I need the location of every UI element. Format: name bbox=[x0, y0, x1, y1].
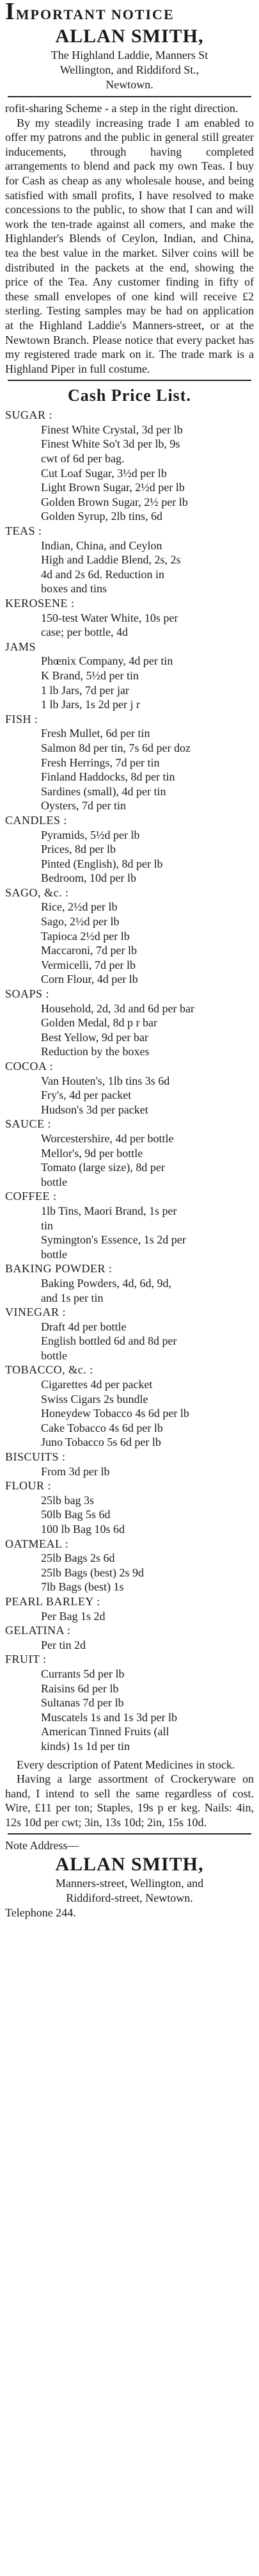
price-item: Swiss Cigars 2s bundle bbox=[41, 1392, 148, 1405]
price-item: Tomato (large size), 8d per bbox=[41, 1161, 165, 1174]
price-item: cwt of 6d per bag. bbox=[41, 452, 125, 466]
price-category: PEARL BARLEY : bbox=[5, 1594, 100, 1608]
footer-address-2: Riddiford-street, Newtown. bbox=[66, 1891, 193, 1905]
price-category: KEROSENE : bbox=[5, 597, 75, 610]
note-address: Note Address— bbox=[5, 1839, 79, 1852]
price-item: Sardines (small), 4d per tin bbox=[41, 784, 166, 798]
price-item: Muscatels 1s and 1s 3d per lb bbox=[41, 1710, 177, 1724]
price-item: Salmon 8d per tin, 7s 6d per doz bbox=[41, 741, 191, 754]
price-item: Finland Haddocks, 8d per tin bbox=[41, 770, 175, 784]
price-category: VINEGAR : bbox=[5, 1306, 66, 1319]
price-item: bottle bbox=[41, 1175, 67, 1188]
notice-heading bbox=[5, 0, 254, 25]
divider bbox=[8, 1833, 251, 1835]
price-category: FRUIT : bbox=[5, 1653, 47, 1666]
divider bbox=[8, 96, 251, 97]
price-item: 1 lb Jars, 1s 2d per j r bbox=[41, 698, 140, 711]
price-item: Raisins 6d per lb bbox=[41, 1681, 119, 1695]
notice-rest: MPORTANT NOTICE bbox=[15, 6, 175, 22]
patent-medicines-note: Every description of Patent Medicines in stock. bbox=[17, 1758, 235, 1771]
price-item: Cigarettes 4d per packet bbox=[41, 1378, 153, 1391]
price-item: bottle bbox=[41, 1349, 67, 1362]
price-item: Per Bag 1s 2d bbox=[41, 1609, 106, 1623]
price-item: Household, 2d, 3d and 6d per bar bbox=[41, 1001, 194, 1015]
price-item: American Tinned Fruits (all bbox=[41, 1725, 169, 1738]
price-item: Finest White So't 3d per lb, 9s bbox=[41, 437, 180, 451]
price-item: Pyramids, 5½d per lb bbox=[41, 828, 140, 841]
price-item: and 1s per tin bbox=[41, 1291, 104, 1304]
price-item: 1 lb Jars, 7d per jar bbox=[41, 683, 129, 697]
intro-paragraph: rofit-sharing Scheme - a step in the right direction. bbox=[5, 102, 239, 115]
price-item: Maccaroni, 7d per lb bbox=[41, 944, 137, 957]
notes bbox=[5, 1758, 254, 1830]
price-item: 150-test Water White, 10s per bbox=[41, 611, 178, 624]
price-category: GELATINA : bbox=[5, 1624, 71, 1637]
divider bbox=[8, 380, 251, 381]
price-item: Cut Loaf Sugar, 3½d per lb bbox=[41, 466, 167, 480]
price-item: Van Houten's, 1lb tins 3s 6d bbox=[41, 1074, 170, 1087]
price-item: Per tin 2d bbox=[41, 1638, 86, 1651]
price-item: Fry's, 4d per packet bbox=[41, 1089, 132, 1102]
price-item: Worcestershire, 4d per bottle bbox=[41, 1131, 174, 1145]
price-item: Tapioca 2½d per lb bbox=[41, 929, 130, 943]
price-item: Pinted (English), 8d per lb bbox=[41, 857, 163, 870]
price-category: COCOA : bbox=[5, 1060, 54, 1073]
price-category: FISH : bbox=[5, 712, 38, 725]
price-item: Rice, 2½d per lb bbox=[41, 900, 118, 914]
price-item: Vermicelli, 7d per lb bbox=[41, 958, 136, 971]
price-item: 4d and 2s 6d. Reduction in bbox=[41, 567, 164, 581]
price-category: SUGAR : bbox=[5, 409, 53, 422]
price-item: Draft 4d per bottle bbox=[41, 1320, 127, 1333]
price-item: 25lb Bags (best) 2s 9d bbox=[41, 1566, 144, 1579]
price-item: Hudson's 3d per packet bbox=[41, 1103, 148, 1116]
header-sub-2: Wellington, and Riddiford St., bbox=[59, 63, 200, 76]
crockery-note: Having a large assortment of Crockeryware on hand, I intend to sell the same regardless of cost. Wire, £11 per ton; Staples, 19s p er keg. Nails: 4in, 12s 10d per cwt; 3in, 13s 10d; 2in, 15s 10d. bbox=[5, 1772, 254, 1829]
price-item: bottle bbox=[41, 1247, 67, 1261]
price-item: Reduction by the boxes bbox=[41, 1045, 150, 1058]
intro-paragraph: By my steadily increasing trade I am enabled to offer my patrons and the public in general still greater inducements, through having completed arrangements to blend and pack my own Teas. I buy for Cash as cheap as any wholesale house, and being satisfied with small profits, I have resolved to make concessions to the public, to show that I can and will work the ten-trade against all comers, and make the Highlander's Blends of Ceylon, Indian, and China, tea the best value in the market. Silver coins will be distributed in the packets at the end, showing the price of the Tea. Any customer finding in fifty of these small envelopes of one kind will receive £2 sterling. Testing samples may be had on application at the Highland Laddie's Manners-street, or at the Newtown Branch. Please notice that every packet has my registered trade mark on it. The trade mark is a Highland Piper in full costume. bbox=[5, 116, 254, 375]
price-item: Sago, 2½d per lb bbox=[41, 915, 120, 928]
price-item: 7lb Bags (best) 1s bbox=[41, 1580, 124, 1594]
price-category: SOAPS : bbox=[5, 987, 50, 1001]
price-item: Mellor's, 9d per bottle bbox=[41, 1146, 143, 1160]
price-item: tin bbox=[41, 1219, 54, 1232]
price-category: SAGO, &c. : bbox=[5, 886, 69, 899]
price-item: Fresh Herrings, 7d per tin bbox=[41, 756, 160, 769]
price-item: Golden Syrup, 2lb tins, 6d bbox=[41, 510, 163, 523]
price-item: boxes and tins bbox=[41, 582, 107, 595]
price-item: Golden Medal, 8d p r bar bbox=[41, 1016, 157, 1030]
price-category: TEAS : bbox=[5, 524, 42, 538]
price-category: SAUCE : bbox=[5, 1117, 52, 1131]
notice-initial: I bbox=[5, 0, 16, 25]
price-category: BAKING POWDER : bbox=[5, 1262, 113, 1276]
price-item: 100 lb Bag 10s 6d bbox=[41, 1523, 125, 1535]
footer-address-1: Manners-street, Wellington, and bbox=[55, 1877, 204, 1890]
price-item: Honeydew Tobacco 4s 6d per lb bbox=[41, 1407, 189, 1420]
price-category: JAMS bbox=[5, 640, 36, 653]
header-sub-1: The Highland Laddie, Manners St bbox=[51, 49, 208, 61]
price-category: CANDLES : bbox=[5, 813, 68, 827]
price-item: Bedroom, 10d per lb bbox=[41, 871, 136, 885]
price-item: 25lb bag 3s bbox=[41, 1493, 94, 1507]
price-item: Baking Powders, 4d, 6d, 9d, bbox=[41, 1276, 171, 1290]
price-category: COFFEE : bbox=[5, 1190, 57, 1203]
header-sub-3: Newtown. bbox=[106, 78, 153, 91]
price-list-title: Cash Price List. bbox=[68, 386, 191, 405]
price-item: Best Yellow, 9d per bar bbox=[41, 1030, 148, 1044]
price-category: OATMEAL : bbox=[5, 1537, 69, 1550]
price-item: From 3d per lb bbox=[41, 1464, 110, 1478]
price-item: 50lb Bag 5s 6d bbox=[41, 1508, 111, 1521]
price-item: Phœnix Company, 4d per tin bbox=[41, 654, 173, 668]
footer-merchant-name: ALLAN SMITH, bbox=[55, 1854, 204, 1875]
price-item: Finest White Crystal, 3d per lb bbox=[41, 423, 183, 436]
merchant-name: ALLAN SMITH, bbox=[55, 26, 204, 47]
price-item: Juno Tobacco 5s 6d per lb bbox=[41, 1436, 161, 1449]
price-item: Corn Flour, 4d per lb bbox=[41, 973, 138, 986]
price-list bbox=[5, 408, 254, 1753]
price-item: Sultanas 7d per lb bbox=[41, 1696, 124, 1710]
price-item: High and Laddie Blend, 2s, 2s bbox=[41, 553, 181, 567]
price-item: Currants 5d per lb bbox=[41, 1667, 125, 1680]
price-category: BISCUITS : bbox=[5, 1450, 66, 1464]
price-item: Cake Tobacco 4s 6d per lb bbox=[41, 1421, 163, 1434]
price-item: Golden Brown Sugar, 2½ per lb bbox=[41, 495, 188, 508]
telephone: Telephone 244. bbox=[5, 1906, 76, 1920]
price-item: kinds) 1s 1d per tin bbox=[41, 1739, 130, 1753]
intro-text bbox=[5, 101, 254, 376]
price-item: Indian, China, and Ceylon bbox=[41, 539, 162, 552]
price-item: case; per bottle, 4d bbox=[41, 626, 128, 639]
price-item: Light Brown Sugar, 2½d per lb bbox=[41, 481, 185, 494]
price-item: Fresh Mullet, 6d per tin bbox=[41, 727, 150, 740]
price-item: English bottled 6d and 8d per bbox=[41, 1334, 177, 1348]
price-item: Prices, 8d per lb bbox=[41, 843, 116, 856]
price-item: 25lb Bags 2s 6d bbox=[41, 1551, 115, 1565]
price-category: TOBACCO, &c. : bbox=[5, 1363, 93, 1377]
price-item: Symington's Essence, 1s 2d per bbox=[41, 1233, 186, 1247]
price-item: 1lb Tins, Maori Brand, 1s per bbox=[41, 1204, 177, 1217]
price-category: FLOUR : bbox=[5, 1479, 52, 1493]
price-item: K Brand, 5½d per tin bbox=[41, 668, 139, 682]
price-item: Oysters, 7d per tin bbox=[41, 799, 126, 813]
